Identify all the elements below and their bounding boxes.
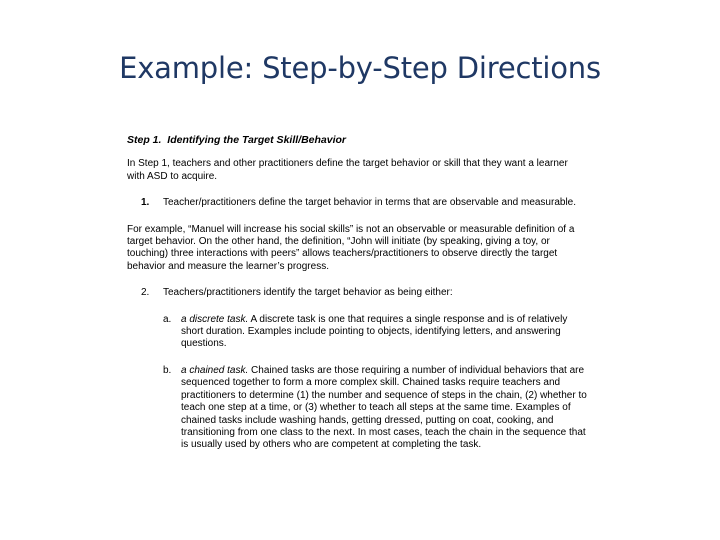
sub-item-description: Chained tasks are those requiring a number of individual behaviors that are sequenced together to form a more complex skill. Chained tasks require teachers and practitioners to determine (1) the number and sequence of steps in the chain, (2) whether to teach one step at a time, or (3) whether to teach all steps at the same time. Examples of chained tasks include washing hands, getting dressed, putting on coat, cooking, and transitioning from one class to the next. In most cases, teach the chain in the sequence that is usually used by others who are competent at completing the task. [181, 364, 587, 451]
sub-item-b [163, 365, 587, 452]
numbered-item-2 [127, 287, 587, 299]
sub-item-a [163, 314, 587, 351]
sub-item-text [181, 365, 587, 452]
step-label: Step 1. [127, 134, 162, 146]
document-excerpt [127, 134, 587, 466]
sub-item-letter: b. [163, 364, 172, 376]
item-text: Teachers/practitioners identify the target behavior as being either: [163, 287, 453, 299]
step-heading [127, 134, 587, 146]
numbered-item-1 [127, 197, 587, 209]
intro-paragraph: In Step 1, teachers and other practitioners define the target behavior or skill that they want a learner with ASD to acquire. [127, 158, 568, 182]
sub-item-description: A discrete task is one that requires a single response and is of relatively short duration. Examples include pointing to objects, identifying letters, and answering questions. [181, 313, 568, 350]
item-number: 2. [141, 287, 150, 299]
slide-title: Example: Step-by-Step Directions [119, 51, 601, 85]
step-title: Identifying the Target Skill/Behavior [167, 134, 347, 146]
item-number: 1. [141, 197, 150, 209]
item-text: Teacher/practitioners define the target behavior in terms that are observable and measurable. [163, 197, 577, 209]
sub-item-text [181, 314, 587, 351]
example-paragraph: For example, “Manuel will increase his social skills” is not an observable or measurable definition of a target behavior. On the other hand, the definition, “John will initiate (by speaking, giving a toy, or touching) three interactions with peers” allows teachers/practitioners to observe directly the target behavior and measure the learner’s progress. [127, 223, 575, 272]
sub-item-letter: a. [163, 313, 172, 325]
term-chained-task: a chained task. [181, 364, 249, 376]
term-discrete-task: a discrete task. [181, 313, 249, 325]
